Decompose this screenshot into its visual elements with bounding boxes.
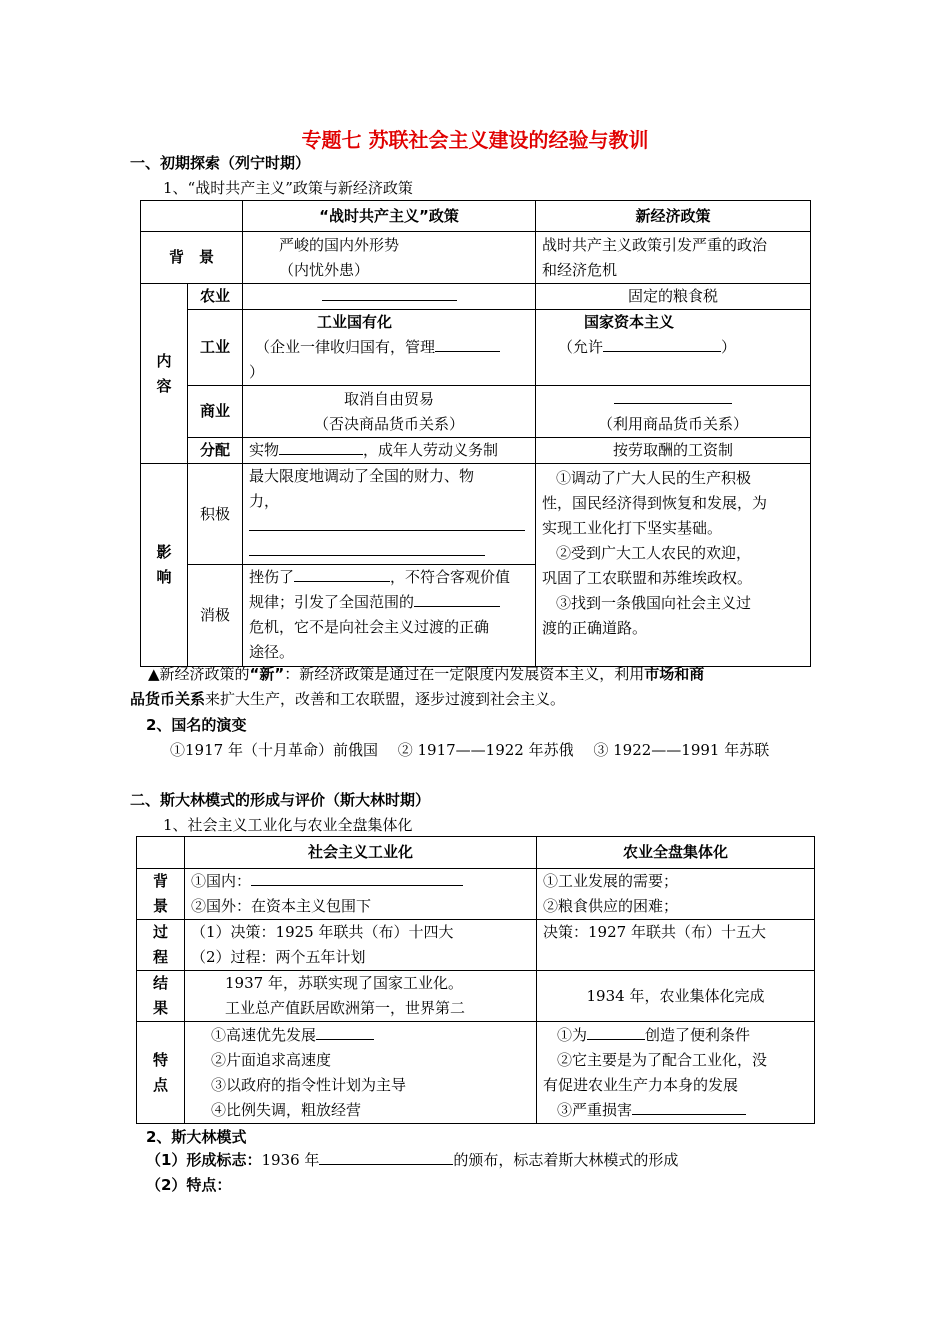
text: ②国外：在资本主义包围下 xyxy=(191,897,372,915)
text: ①工业发展的需要； xyxy=(543,872,679,890)
col-header-war-communism: “战时共产主义”政策 xyxy=(243,201,536,232)
text: 战时共产主义政策引发严重的政治 xyxy=(542,235,768,254)
fill-blank[interactable] xyxy=(319,1148,453,1165)
cell-com-nep xyxy=(536,386,811,438)
text: 实物 xyxy=(249,441,280,459)
text: （企业一律收归国有，管理 xyxy=(255,338,436,356)
fill-blank[interactable] xyxy=(414,590,500,607)
cell-dist-war xyxy=(243,438,536,464)
row-label-industry: 工业 xyxy=(188,310,243,386)
text: 挫伤了 xyxy=(249,568,295,586)
text: ①国内： xyxy=(191,872,252,890)
row-label-background: 背 景 xyxy=(141,232,243,284)
text: ②粮食供应的困难； xyxy=(543,897,679,915)
text: 危机，它不是向社会主义过渡的正确 xyxy=(249,618,490,636)
text: ③以政府的指令性计划为主导 xyxy=(211,1075,407,1094)
text: （否决商品货币关系） xyxy=(313,414,464,433)
fill-blank[interactable] xyxy=(614,387,732,404)
text: 工业总产值跃居欧洲第一，世界第二 xyxy=(225,999,466,1017)
fill-blank[interactable] xyxy=(603,335,721,352)
fill-blank[interactable] xyxy=(587,1023,645,1040)
fill-blank[interactable] xyxy=(294,565,390,582)
row-label-process: 过 程 xyxy=(137,920,185,971)
text: （2）过程：两个五年计划 xyxy=(191,948,366,966)
cell-com-war xyxy=(243,386,536,438)
text: （利用商品货币关系） xyxy=(597,414,748,433)
text: 实现工业化打下坚实基础。 xyxy=(542,519,723,537)
row-label-features: 特 点 xyxy=(137,1022,185,1124)
nep-note xyxy=(148,662,808,687)
row-label-agriculture: 农业 xyxy=(188,284,243,310)
row-label-distribution: 分配 xyxy=(188,438,243,464)
fill-blank[interactable] xyxy=(249,539,485,556)
cell-bg-nep xyxy=(536,232,811,284)
text: ，成年人劳动义务制 xyxy=(363,441,499,459)
text: ③严重损害 xyxy=(557,1100,633,1119)
cell-pr-ind xyxy=(185,920,537,971)
country-names: ①1917 年（十月革命）前俄国 ② 1917——1922 年苏俄 ③ 1922——1991 年苏联 xyxy=(170,741,770,759)
text: 1937 年，苏联实现了国家工业化。 xyxy=(225,974,463,992)
cell-neg-war xyxy=(243,565,536,667)
page-title: 专题七 苏联社会主义建设的经验与教训 xyxy=(301,128,649,152)
section2-sub2: 2、斯大林模式 xyxy=(146,1128,247,1146)
fill-blank[interactable] xyxy=(316,1023,374,1040)
text: ②受到广大工人农民的欢迎， xyxy=(556,544,752,562)
text: ①高速优先发展 xyxy=(211,1025,317,1044)
table-corner xyxy=(137,837,185,869)
section1-heading: 一、初期探索（列宁时期） xyxy=(130,154,311,172)
text: 的颁布，标志着斯大林模式的形成 xyxy=(453,1151,679,1169)
text: 力， xyxy=(249,492,280,510)
cell-ft-ag xyxy=(537,1022,815,1124)
text: ④比例失调，粗放经营 xyxy=(211,1100,362,1119)
text: 最大限度地调动了全国的财力、物 xyxy=(249,467,475,485)
section2-sub1: 1、社会主义工业化与农业全盘集体化 xyxy=(163,816,413,834)
text: ） xyxy=(721,338,737,356)
section2-heading: 二、斯大林模式的形成与评价（斯大林时期） xyxy=(130,791,431,809)
text: ③找到一条俄国向社会主义过 xyxy=(556,594,752,612)
fill-blank[interactable] xyxy=(249,514,525,531)
nep-note-cont xyxy=(130,687,810,712)
cell-ind-war xyxy=(243,310,536,386)
cell-dist-nep: 按劳取酬的工资制 xyxy=(536,438,811,464)
text: 有促进农业生产力本身的发展 xyxy=(543,1075,739,1094)
cell-impact-nep xyxy=(536,464,811,667)
row-label-positive: 积极 xyxy=(188,464,243,565)
cell-bg-war xyxy=(243,232,536,284)
text: （内忧外患） xyxy=(279,260,370,279)
cell-ft-ind xyxy=(185,1022,537,1124)
text: （1）形成标志： xyxy=(146,1151,262,1169)
cell-bg-ag xyxy=(537,869,815,920)
text: ①调动了广大人民的生产积极 xyxy=(556,469,752,487)
row-label-commerce: 商业 xyxy=(188,386,243,438)
text: 1936 年 xyxy=(261,1151,320,1169)
cell-rs-ind xyxy=(185,971,537,1022)
row-label-result: 结 果 xyxy=(137,971,185,1022)
fill-blank[interactable] xyxy=(632,1098,746,1115)
table-corner xyxy=(141,201,243,232)
text: “新” xyxy=(249,665,285,683)
col-header-industrialization: 社会主义工业化 xyxy=(185,837,537,869)
cell-bg-ind xyxy=(185,869,537,920)
cell-pos-war xyxy=(243,464,536,565)
text: 性，国民经济得到恢复和发展，为 xyxy=(542,494,768,512)
text: 途径。 xyxy=(249,643,295,661)
text: 和经济危机 xyxy=(542,260,618,279)
text: 渡的正确道路。 xyxy=(542,619,648,637)
stalin-model-marker xyxy=(146,1148,678,1173)
cell-ag-war xyxy=(243,284,536,310)
text: 工业国有化 xyxy=(317,313,393,331)
text: 取消自由贸易 xyxy=(343,389,434,408)
cell-pr-ag: 决策：1927 年联共（布）十五大 xyxy=(537,920,815,971)
row-label-content: 内容 xyxy=(141,284,188,464)
text: ：新经济政策是通过在一定限度内发展资本主义，利用 xyxy=(284,665,645,683)
text: ①为 xyxy=(557,1025,588,1044)
text: 市场和商 xyxy=(644,665,705,683)
text: 巩固了工农联盟和苏维埃政权。 xyxy=(542,569,753,587)
row-label-background: 背 景 xyxy=(137,869,185,920)
row-label-impact: 影响 xyxy=(141,464,188,667)
text: 严峻的国内外形势 xyxy=(279,235,400,254)
text: （允许 xyxy=(558,338,604,356)
row-label-negative: 消极 xyxy=(188,565,243,667)
stalin-table xyxy=(136,836,815,1124)
section1-sub1: 1、“战时共产主义”政策与新经济政策 xyxy=(163,179,413,197)
policy-comparison-table xyxy=(140,200,811,667)
text: 国家资本主义 xyxy=(584,313,675,331)
text: （1）决策：1925 年联共（布）十四大 xyxy=(191,923,454,941)
section1-sub2: 2、国名的演变 xyxy=(146,716,247,734)
col-header-nep: 新经济政策 xyxy=(536,201,811,232)
text: 规律；引发了全国范围的 xyxy=(249,593,415,611)
fill-blank[interactable] xyxy=(322,284,457,301)
text: ，不符合客观价值 xyxy=(390,568,511,586)
col-header-collectivization: 农业全盘集体化 xyxy=(537,837,815,869)
text: 创造了便利条件 xyxy=(645,1025,751,1044)
fill-blank[interactable] xyxy=(251,869,463,886)
text: ②片面追求高速度 xyxy=(211,1050,332,1069)
fill-blank[interactable] xyxy=(279,438,363,455)
cell-ind-nep xyxy=(536,310,811,386)
stalin-model-features: （2）特点： xyxy=(146,1176,232,1194)
text: 品货币关系 xyxy=(130,690,206,708)
text: ②它主要是为了配合工业化，没 xyxy=(557,1050,768,1069)
text: ▲新经济政策的 xyxy=(148,665,250,683)
fill-blank[interactable] xyxy=(435,335,500,352)
text: 来扩大生产，改善和工农联盟，逐步过渡到社会主义。 xyxy=(205,690,566,708)
cell-ag-nep: 固定的粮食税 xyxy=(536,284,811,310)
text: ） xyxy=(249,363,265,381)
cell-rs-ag: 1934 年，农业集体化完成 xyxy=(537,971,815,1022)
